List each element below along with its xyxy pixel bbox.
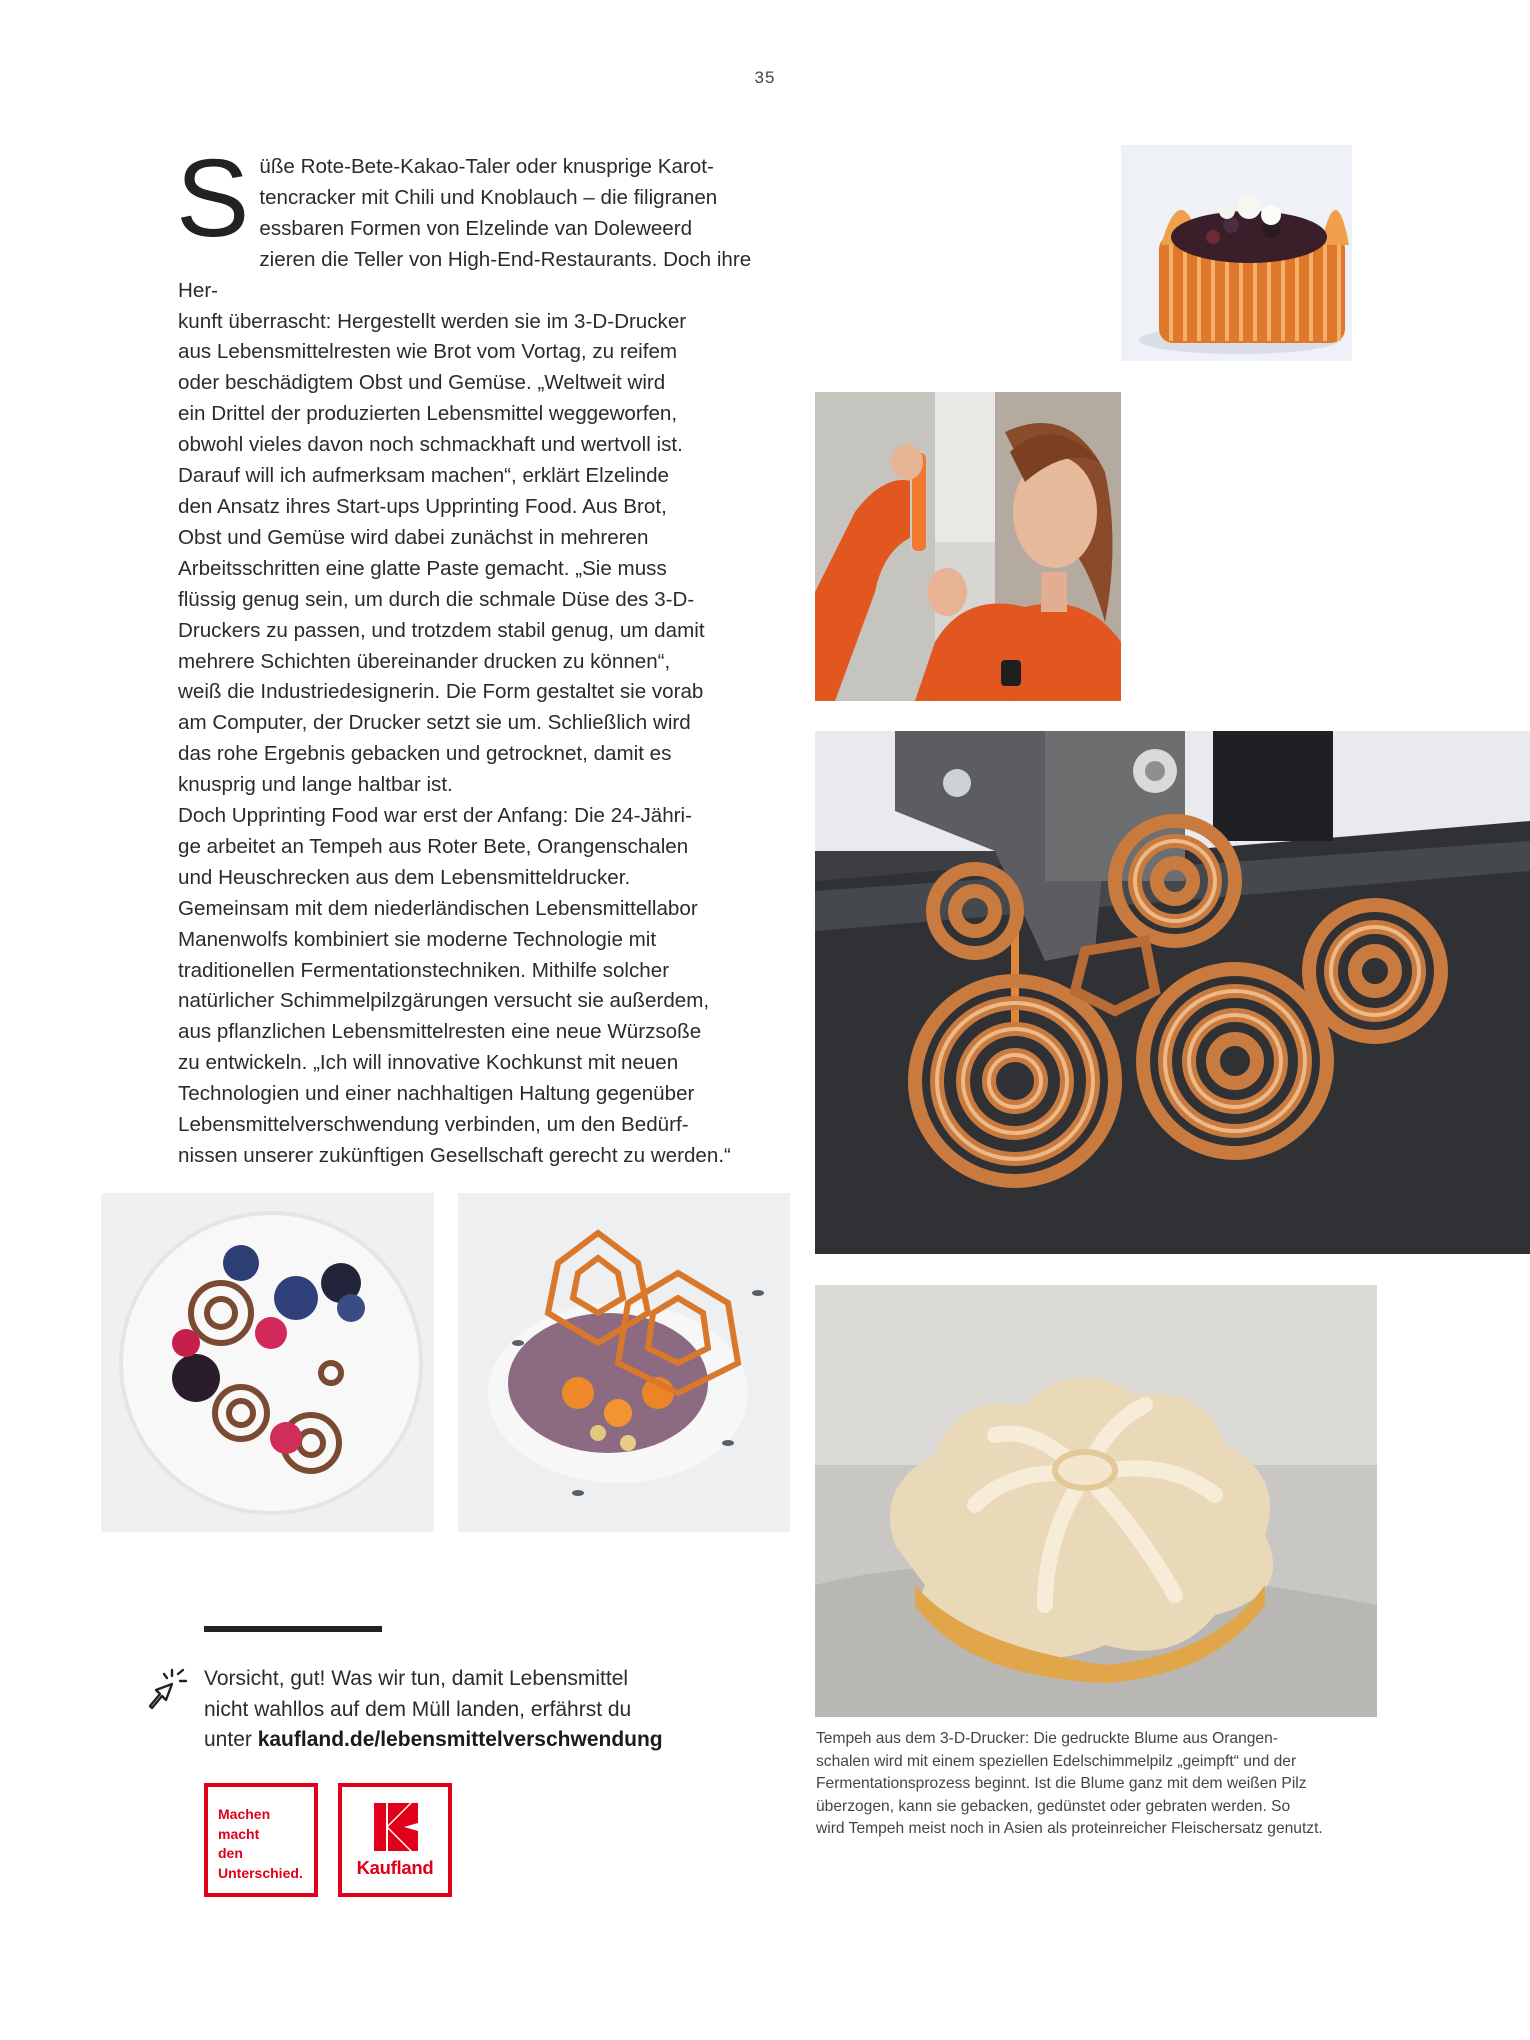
article-line: ge arbeitet an Tempeh aus Roter Bete, Orangenschalen xyxy=(178,834,689,858)
article-line: zu entwickeln. „Ich will innovative Kochkunst mit neuen xyxy=(178,1051,679,1075)
notice-line: Vorsicht, gut! Was wir tun, damit Lebensmittel xyxy=(204,1667,629,1690)
caption-line: wird Tempeh meist noch in Asien als proteinreicher Fleischersatz genutzt. xyxy=(816,1820,1323,1838)
info-notice xyxy=(204,1664,764,1756)
slogan-line: macht xyxy=(218,1825,260,1842)
article-line: Gemeinsam mit dem niederländischen Lebensmittellabor xyxy=(178,896,698,920)
kaufland-logo-badge xyxy=(338,1783,452,1897)
kaufland-wordmark: Kaufland xyxy=(356,1857,434,1878)
article-line: Obst und Gemüse wird dabei zunächst in mehreren xyxy=(178,525,649,549)
notice-link[interactable]: kaufland.de/lebensmittelverschwendung xyxy=(257,1728,663,1752)
article-line: am Computer, der Drucker setzt sie um. Schließlich wird xyxy=(178,711,691,735)
page-number: 35 xyxy=(754,68,776,87)
photo-caption xyxy=(816,1728,1396,1841)
article-line: Arbeitsschritten eine glatte Paste gemacht. „Sie muss xyxy=(178,556,667,580)
article-line: Doch Upprinting Food war erst der Anfang: Die 24-Jähri- xyxy=(178,804,692,828)
caption-line: schalen wird mit einem speziellen Edelschimmelpilz „geimpft“ und der xyxy=(816,1752,1297,1770)
photo-berry-dessert xyxy=(101,1193,434,1532)
article-line: nissen unserer zukünftigen Gesellschaft gerecht zu werden.“ xyxy=(178,1144,731,1167)
article-line: Druckers zu passen, und trotzdem stabil genug, um damit xyxy=(178,618,705,642)
article-line: oder beschädigtem Obst und Gemüse. „Weltweit wird xyxy=(178,371,666,395)
photo-printed-tart xyxy=(1121,145,1352,361)
slogan-line: Machen xyxy=(218,1806,271,1822)
photo-lattice-salad xyxy=(458,1193,790,1532)
slogan-line: Unterschied. xyxy=(218,1864,303,1881)
cursor-click-icon xyxy=(142,1666,188,1710)
article-line: Manenwolfs kombiniert sie moderne Technologie mit xyxy=(178,927,657,951)
article-line: mehrere Schichten übereinander drucken zu können“, xyxy=(178,649,671,673)
article-line: obwohl vieles davon noch schmackhaft und wertvoll ist. xyxy=(178,433,683,457)
article-line: aus pflanzlichen Lebensmittelresten eine neue Würzsoße xyxy=(178,1020,702,1044)
caption-line: überzogen, kann sie gebacken, gedünstet oder gebraten werden. So xyxy=(816,1797,1291,1815)
article-line: aus Lebensmittelresten wie Brot vom Vortag, zu reifem xyxy=(178,340,678,364)
caption-line: Tempeh aus dem 3-D-Drucker: Die gedruckte Blume aus Orangen- xyxy=(816,1730,1278,1747)
photo-designer xyxy=(815,392,1121,701)
article-line: flüssig genug sein, um durch die schmale Düse des 3-D- xyxy=(178,587,695,611)
section-divider xyxy=(204,1626,382,1632)
article-line: traditionellen Fermentationstechniken. Mithilfe solcher xyxy=(178,958,670,982)
article-line: ein Drittel der produzierten Lebensmittel weggeworfen, xyxy=(178,402,678,426)
drop-cap: S xyxy=(176,137,250,260)
slogan-line: den xyxy=(218,1845,243,1861)
article-line: weiß die Industriedesignerin. Die Form gestaltet sie vorab xyxy=(178,680,704,704)
article-line: üße Rote-Bete-Kakao-Taler oder knusprige Karot- xyxy=(259,155,714,178)
article-line: essbaren Formen von Elzelinde van Doleweerd xyxy=(259,216,693,240)
slogan-badge xyxy=(204,1783,318,1897)
article-line: natürlicher Schimmelpilzgärungen versucht sie außerdem, xyxy=(178,989,710,1013)
photo-3d-printer xyxy=(815,731,1530,1254)
slogan-text xyxy=(218,1805,310,1883)
article-line: knusprig und lange haltbar ist. xyxy=(178,773,453,797)
article-line: zieren die Teller von High-End-Restaurants. Doch ihre Her- xyxy=(178,247,752,302)
article-lines xyxy=(176,137,770,1172)
article-line: das rohe Ergebnis gebacken und getrocknet, damit es xyxy=(178,742,672,766)
notice-line xyxy=(204,1725,764,1756)
kaufland-logo-icon xyxy=(374,1803,418,1851)
article-line: Lebensmittelverschwendung verbinden, um den Bedürf- xyxy=(178,1113,689,1137)
article-line: Darauf will ich aufmerksam machen“, erklärt Elzelinde xyxy=(178,464,669,488)
photo-tempeh-flower xyxy=(815,1285,1377,1717)
article-line: den Ansatz ihres Start-ups Upprinting Food. Aus Brot, xyxy=(178,494,667,518)
article-line: Technologien und einer nachhaltigen Haltung gegenüber xyxy=(178,1082,695,1106)
article-line: und Heuschrecken aus dem Lebensmitteldrucker. xyxy=(178,865,631,889)
caption-line: Fermentationsprozess beginnt. Ist die Blume ganz mit dem weißen Pilz xyxy=(816,1775,1307,1793)
article-line: kunft überrascht: Hergestellt werden sie im 3-D-Drucker xyxy=(178,309,687,333)
article-line: tencracker mit Chili und Knoblauch – die filigranen xyxy=(259,185,718,209)
notice-line: nicht wahllos auf dem Müll landen, erfährst du xyxy=(204,1697,632,1721)
notice-prefix: unter xyxy=(204,1728,258,1752)
article-body xyxy=(176,137,770,1172)
